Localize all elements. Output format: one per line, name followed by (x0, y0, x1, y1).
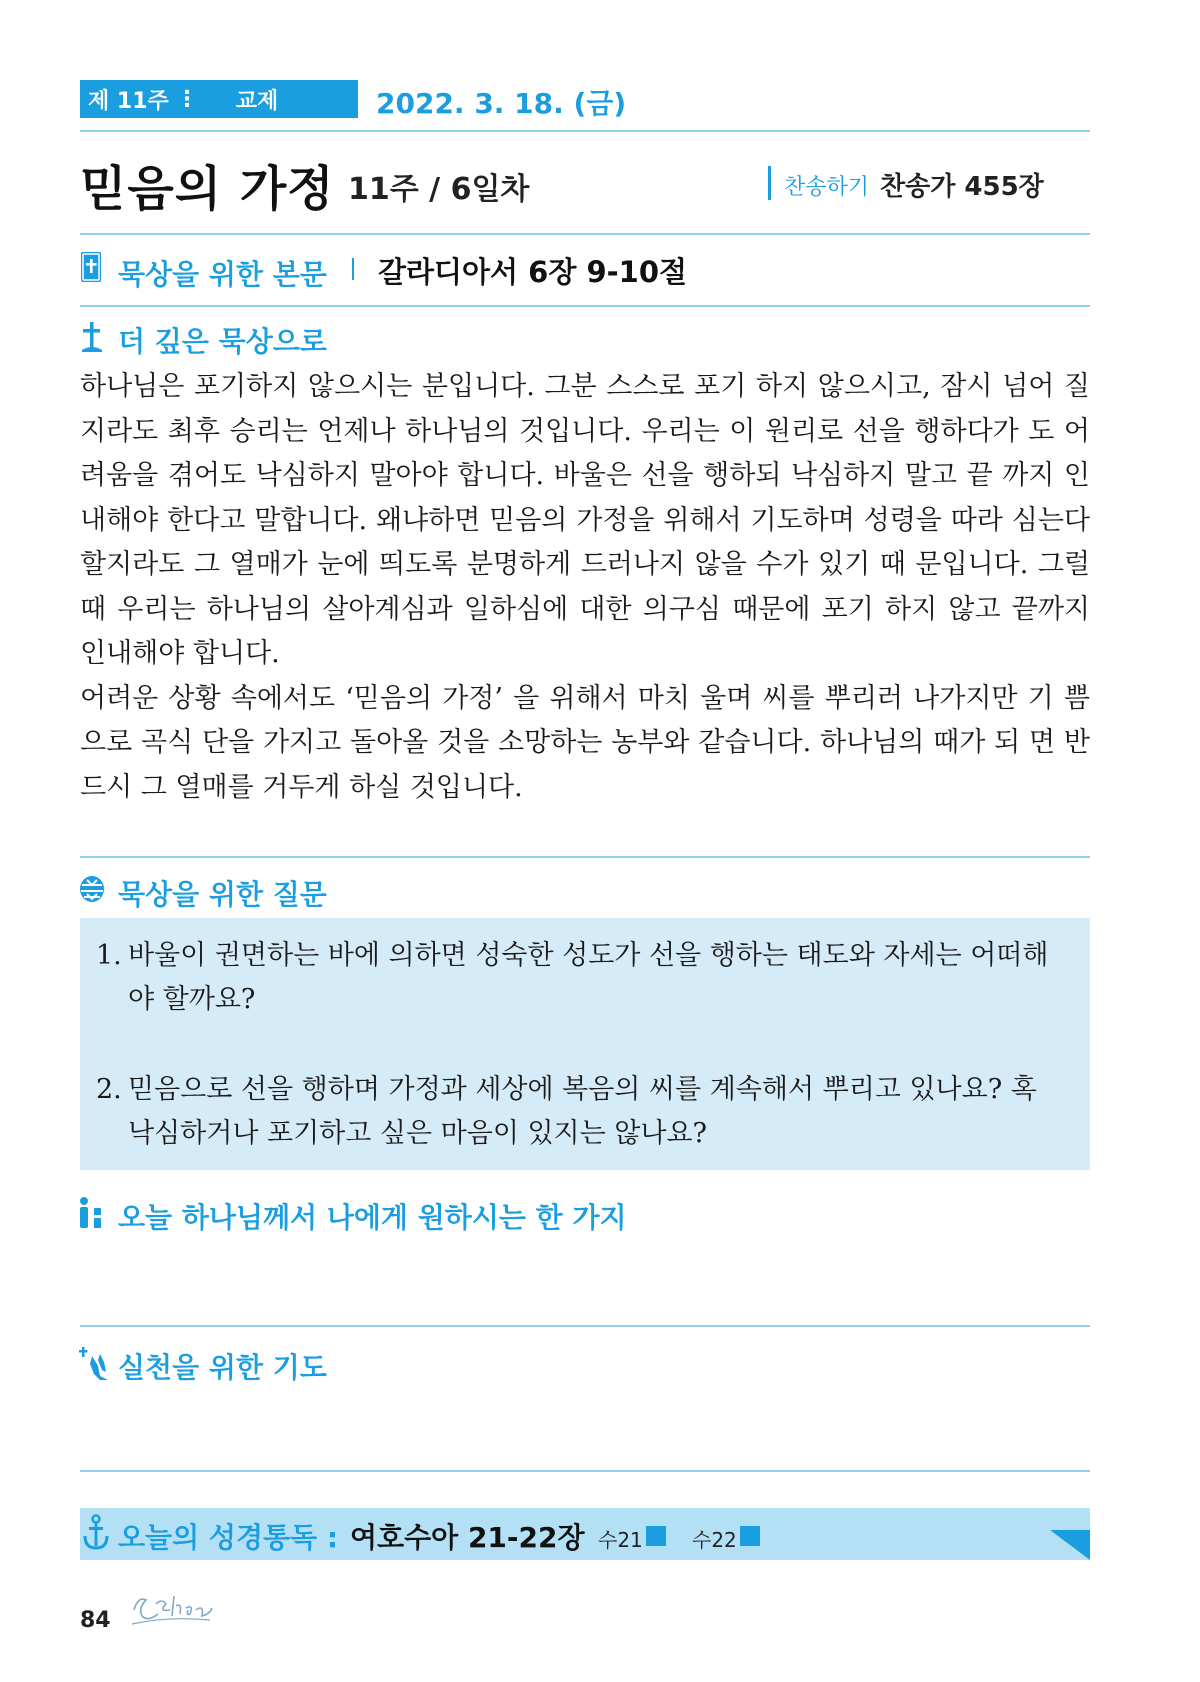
reading-checkbox[interactable] (646, 1526, 666, 1546)
week-tag (80, 80, 358, 118)
cross-icon (80, 320, 104, 354)
scripture-separator (352, 258, 354, 280)
divider (80, 1470, 1090, 1472)
hymn-value: 찬송가 455장 (880, 172, 1044, 202)
divider (80, 233, 1090, 235)
divider (80, 856, 1090, 858)
page-number: 84 (80, 1608, 111, 1633)
question-text: 바울이 권면하는 바에 의하면 성숙한 성도가 선을 행하는 태도와 자세는 어떠해야 할까요? (128, 940, 1049, 1015)
scripture-reference: 갈라디아서 6장 9-10절 (378, 255, 688, 289)
reading-check-label: 수21 (598, 1528, 643, 1552)
globe-icon (78, 874, 106, 904)
hymn-divider (768, 166, 771, 200)
reading-check-label: 수22 (692, 1528, 737, 1552)
deep-meditation-heading: 더 깊은 묵상으로 (118, 325, 327, 358)
week-number: 제 11주 (88, 88, 169, 114)
question-text: 믿음으로 선을 행하며 가정과 세상에 복음의 씨를 계속해서 뿌리고 있나요? 혹 낙심하거나 포기하고 싶은 마음이 있지는 않나요? (128, 1074, 1037, 1149)
signature-logo (128, 1586, 214, 1634)
reading-reference: 여호수아 21-22장 (350, 1521, 585, 1554)
bible-icon (80, 250, 102, 284)
reading-checkbox[interactable] (740, 1526, 760, 1546)
meditation-body (80, 365, 1090, 810)
category-label: 교제 (235, 88, 279, 114)
anchor-icon (82, 1514, 110, 1552)
page-title: 믿음의 가정 (80, 161, 335, 217)
questions-heading: 묵상을 위한 질문 (118, 878, 327, 911)
scripture-label: 묵상을 위한 본문 (118, 258, 327, 291)
reading-label: 오늘의 성경통독 : (118, 1521, 339, 1554)
meditation-paragraph: 어려운 상황 속에서도 ‘믿음의 가정’ 을 위해서 마치 울며 씨를 뿌리러 나가지만 기 쁨으로 곡식 단을 가지고 돌아올 것을 소망하는 농부와 같습니다. 하나님의 때가 되 면 반드시 그 열매를 거두게 하실 것입니다. (80, 682, 1090, 803)
date: 2022. 3. 18. (금) (376, 87, 627, 120)
meditation-paragraph: 하나님은 포기하지 않으시는 분입니다. 그분 스스로 포기 하지 않으시고, 잠시 넘어 질지라도 최후 승리는 언제나 하나님의 것입니다. 우리는 이 원리로 선을 행하다가 도 어려움을 겪어도 낙심하지 말아야 합니다. 바울은 선을 행하되 낙심하지 말고 끝 까지 인내해야 한다고 말합니다. 왜냐하면 믿음의 가정을 위해서 기도하며 성령을 따라 심는다 할지라도 그 열매가 눈에 띄도록 분명하게 드러나지 않을 수가 있기 때 문입니다. 그럴 때 우리는 하나님의 살아계심과 일하심에 대한 의구심 때문에 포기 하지 않고 끝까지 인내해야 합니다. (80, 371, 1090, 669)
question-number: 2. (96, 1074, 122, 1105)
question-item (96, 1068, 1068, 1156)
questions-box (80, 918, 1090, 1170)
separator-dots: ⋮ (176, 86, 198, 112)
question-number: 1. (96, 940, 122, 971)
divider (80, 1325, 1090, 1327)
prayer-heading: 실천을 위한 기도 (118, 1351, 327, 1384)
corner-decoration (1050, 1530, 1090, 1560)
one-thing-heading: 오늘 하나님께서 나에게 원하시는 한 가지 (118, 1201, 627, 1234)
hymn-label: 찬송하기 (784, 175, 870, 200)
page-subtitle: 11주 / 6일차 (348, 172, 530, 207)
question-item (96, 934, 1068, 1022)
praying-hands-icon (78, 1346, 110, 1382)
person-info-icon (78, 1196, 106, 1230)
divider (80, 305, 1090, 307)
divider (80, 130, 1090, 132)
